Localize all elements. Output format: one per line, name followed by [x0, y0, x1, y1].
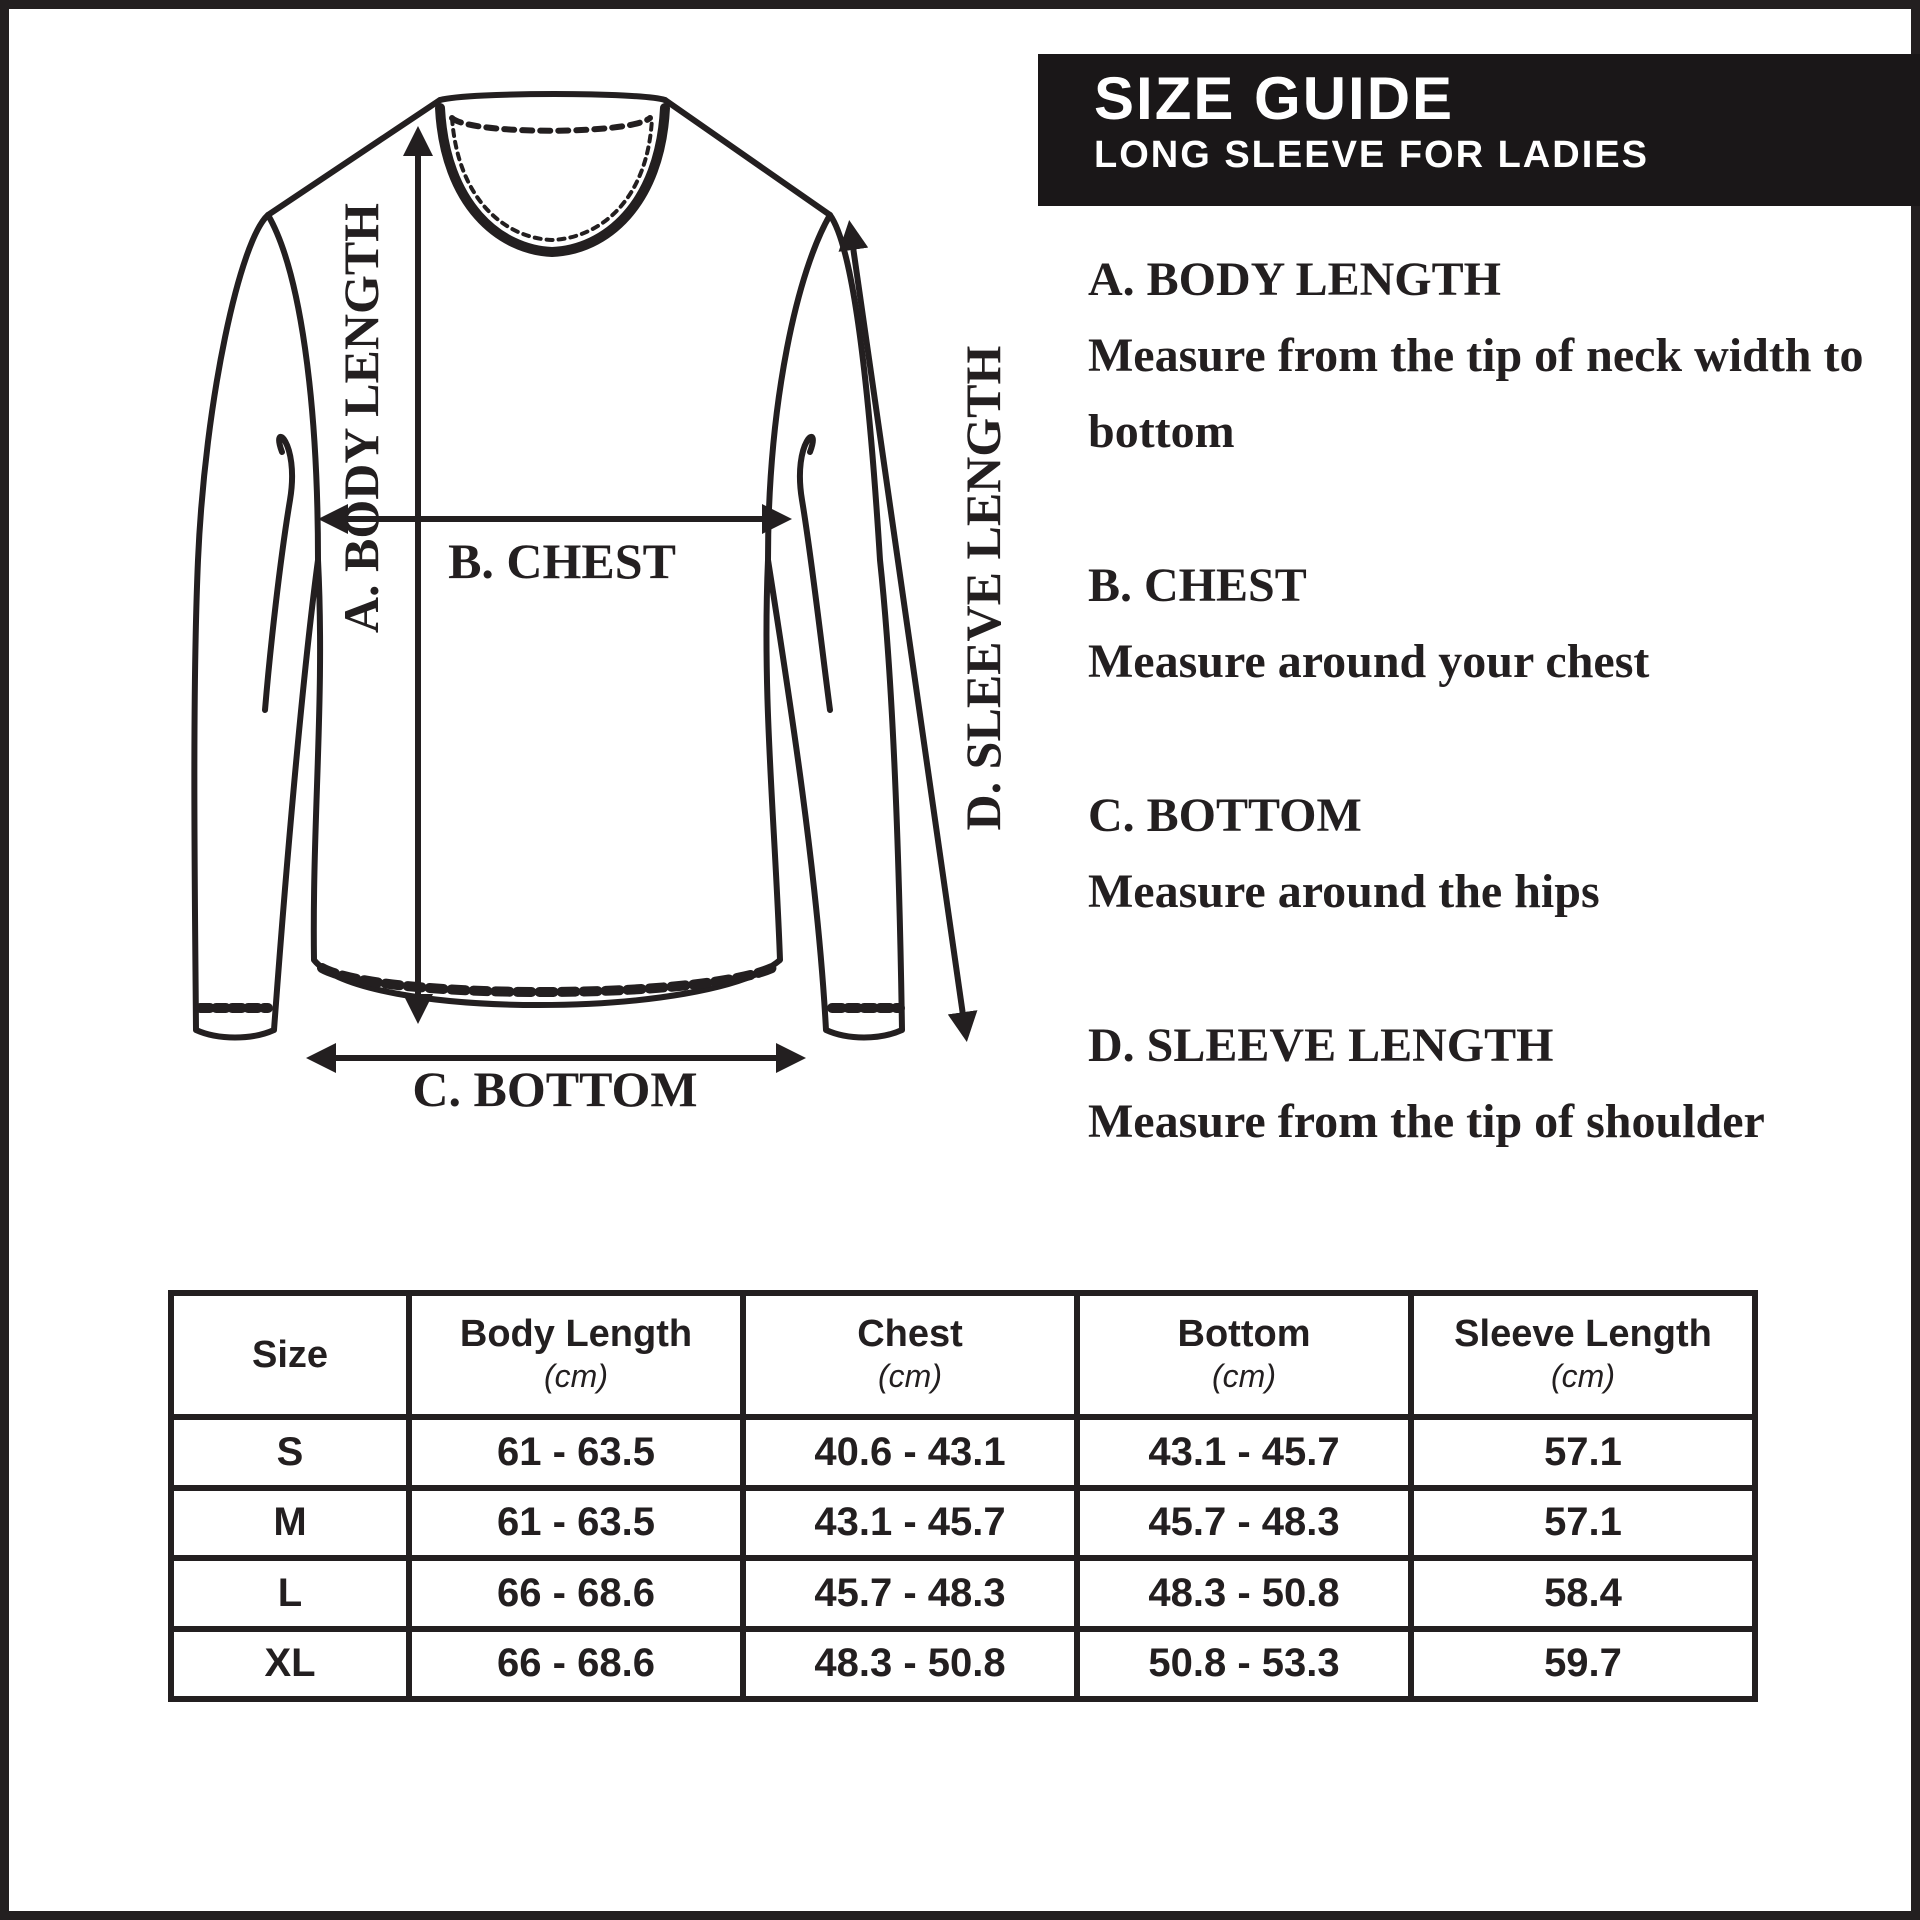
cell-size: S	[171, 1417, 409, 1488]
collar-outer	[440, 94, 665, 100]
header-unit: (cm)	[1212, 1358, 1276, 1394]
cell-sleeve-length: 59.7	[1411, 1629, 1755, 1700]
label-sleeve-length: D. SLEEVE LENGTH	[955, 345, 1011, 831]
instruction-heading: A. BODY LENGTH	[1088, 253, 1501, 306]
table-row	[171, 1417, 1755, 1488]
table-row	[171, 1629, 1755, 1700]
page-subtitle: LONG SLEEVE FOR LADIES	[1094, 134, 1649, 176]
cell-body-length: 61 - 63.5	[409, 1488, 743, 1559]
label-chest: B. CHEST	[448, 533, 676, 589]
cell-bottom: 43.1 - 45.7	[1077, 1417, 1411, 1488]
cell-bottom: 45.7 - 48.3	[1077, 1488, 1411, 1559]
header-body-length	[409, 1293, 743, 1417]
instruction-body-length	[1088, 242, 1908, 470]
table-row	[171, 1488, 1755, 1559]
cell-chest: 48.3 - 50.8	[743, 1629, 1077, 1700]
table-header-row	[171, 1293, 1755, 1417]
instruction-heading: B. CHEST	[1088, 559, 1307, 612]
header-label: Chest	[857, 1313, 963, 1355]
sleeve-length-arrow	[850, 226, 966, 1036]
header-size	[171, 1293, 409, 1417]
header-label: Bottom	[1177, 1313, 1311, 1355]
header-unit: (cm)	[878, 1358, 942, 1394]
cell-bottom: 50.8 - 53.3	[1077, 1629, 1411, 1700]
size-table	[168, 1290, 1758, 1702]
instruction-text: Measure from the tip of neck width to bottom	[1088, 329, 1864, 458]
header-label: Body Length	[459, 1313, 693, 1355]
label-bottom: C. BOTTOM	[412, 1061, 698, 1117]
instruction-text: Measure from the tip of shoulder	[1088, 1095, 1765, 1148]
cell-size: M	[171, 1488, 409, 1559]
cell-body-length: 66 - 68.6	[409, 1558, 743, 1629]
cell-sleeve-length: 57.1	[1411, 1488, 1755, 1559]
instruction-heading: D. SLEEVE LENGTH	[1088, 1019, 1554, 1072]
cell-bottom: 48.3 - 50.8	[1077, 1558, 1411, 1629]
cell-body-length: 61 - 63.5	[409, 1417, 743, 1488]
header-label: Size	[251, 1334, 329, 1376]
instruction-text: Measure around your chest	[1088, 635, 1650, 688]
header-chest	[743, 1293, 1077, 1417]
header-bottom	[1077, 1293, 1411, 1417]
label-body-length: A. BODY LENGTH	[333, 202, 389, 634]
cell-size: XL	[171, 1629, 409, 1700]
instruction-text: Measure around the hips	[1088, 865, 1600, 918]
instruction-heading: C. BOTTOM	[1088, 789, 1362, 842]
page-title: SIZE GUIDE	[1094, 65, 1455, 132]
instruction-chest	[1088, 548, 1908, 700]
instruction-bottom	[1088, 778, 1908, 930]
cell-chest: 45.7 - 48.3	[743, 1558, 1077, 1629]
header-unit: (cm)	[544, 1358, 608, 1394]
cell-size: L	[171, 1558, 409, 1629]
instruction-sleeve-length	[1088, 1008, 1908, 1160]
table-row	[171, 1558, 1755, 1629]
cell-chest: 40.6 - 43.1	[743, 1417, 1077, 1488]
cell-sleeve-length: 58.4	[1411, 1558, 1755, 1629]
cell-sleeve-length: 57.1	[1411, 1417, 1755, 1488]
header-unit: (cm)	[1551, 1358, 1615, 1394]
header-label: Sleeve Length	[1454, 1313, 1712, 1355]
cell-chest: 43.1 - 45.7	[743, 1488, 1077, 1559]
cell-body-length: 66 - 68.6	[409, 1629, 743, 1700]
header-sleeve-length	[1411, 1293, 1755, 1417]
